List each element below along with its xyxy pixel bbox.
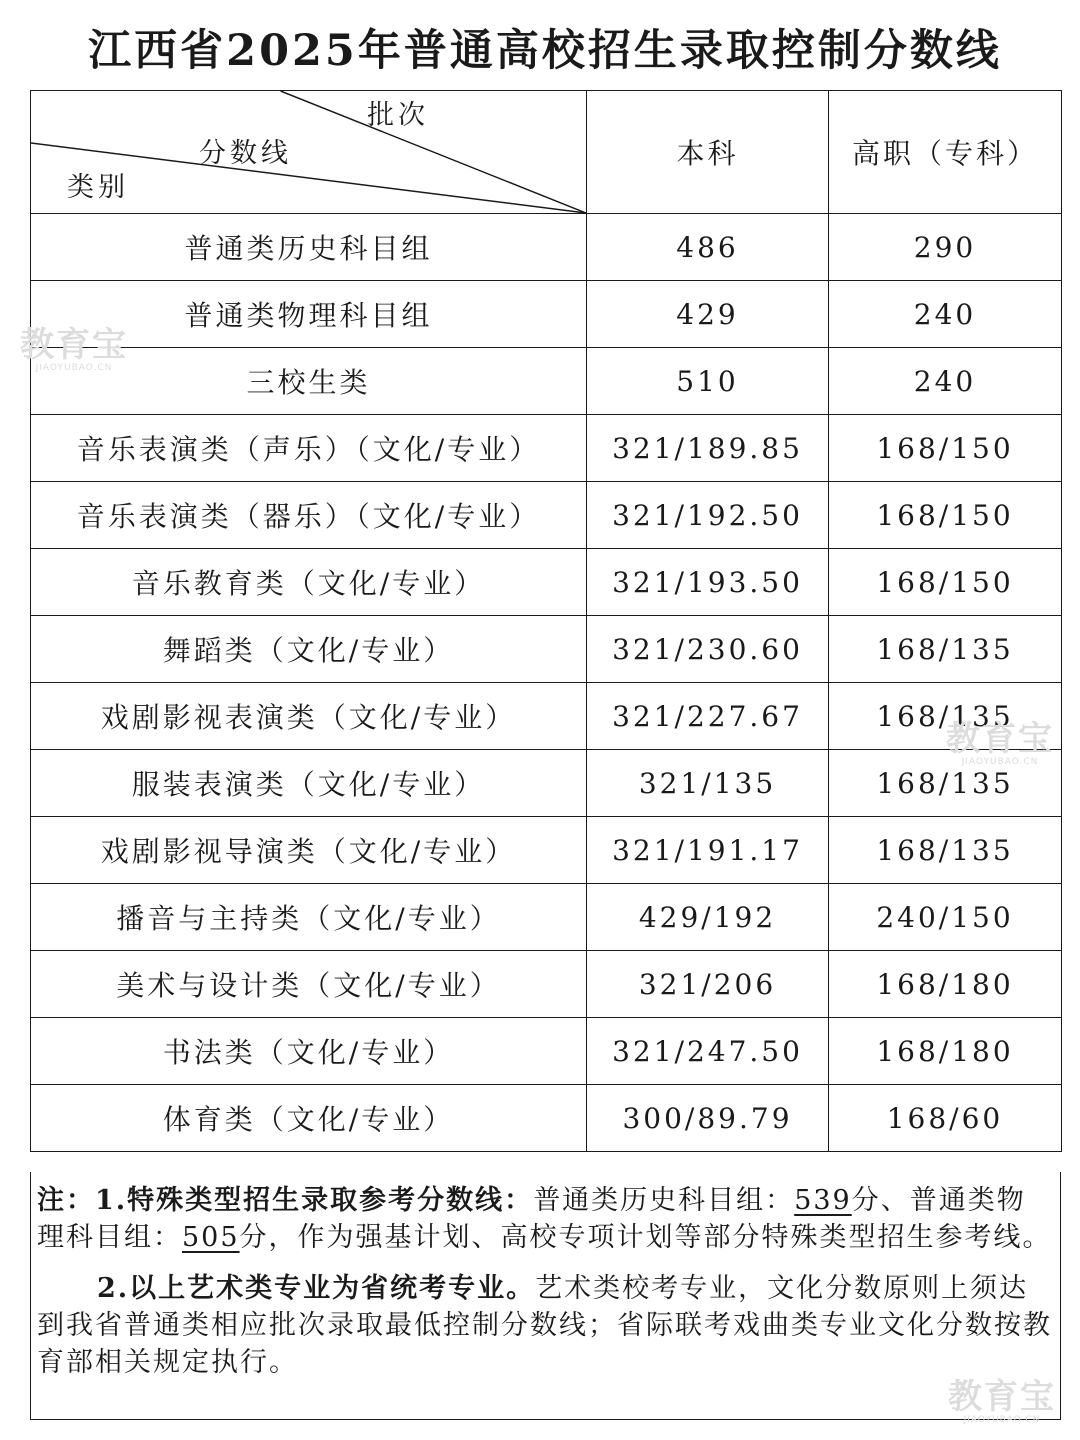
table-row <box>31 281 1062 348</box>
table-row <box>31 616 1062 683</box>
note-2-bold: 2.以上艺术类专业为省统考专业。 <box>97 1273 536 1304</box>
page-title: 江西省2025年普通高校招生录取控制分数线 <box>88 26 1002 76</box>
watermark-url: JIAOYUBAO.CN <box>961 757 1039 767</box>
category-cell: 书法类（文化/专业） <box>31 1018 587 1085</box>
benke-score-cell: 321/227.67 <box>587 683 829 750</box>
score-table <box>30 90 1062 1152</box>
benke-score-cell: 510 <box>587 348 829 415</box>
header-category-label: 类别 <box>67 172 129 203</box>
category-cell: 服装表演类（文化/专业） <box>31 750 587 817</box>
table-row <box>31 482 1062 549</box>
benke-score-cell: 321/189.85 <box>587 415 829 482</box>
watermark-url: JIAOYUBAO.CN <box>963 1415 1041 1425</box>
gaozhi-score-cell: 240 <box>829 281 1062 348</box>
note-1-history-score: 539 <box>794 1185 852 1216</box>
category-cell: 音乐表演类（器乐）（文化/专业） <box>31 482 587 549</box>
category-cell: 音乐教育类（文化/专业） <box>31 549 587 616</box>
header-score-line-label: 分数线 <box>199 138 292 169</box>
gaozhi-score-cell: 290 <box>829 214 1062 281</box>
table-row <box>31 214 1062 281</box>
benke-score-cell: 321/247.50 <box>587 1018 829 1085</box>
watermark-name: 教育宝 <box>20 325 128 365</box>
gaozhi-score-cell: 240/150 <box>829 884 1062 951</box>
benke-score-cell: 300/89.79 <box>587 1085 829 1152</box>
gaozhi-score-cell: 168/135 <box>829 817 1062 884</box>
note-1-physics-score: 505 <box>182 1222 240 1253</box>
benke-score-cell: 321/206 <box>587 951 829 1018</box>
category-cell: 戏剧影视导演类（文化/专业） <box>31 817 587 884</box>
category-cell: 音乐表演类（声乐）（文化/专业） <box>31 415 587 482</box>
watermark-logo <box>20 325 128 373</box>
table-row <box>31 683 1062 750</box>
diagonal-header-cell <box>31 91 587 214</box>
note-2 <box>37 1270 1054 1381</box>
table-row <box>31 1018 1062 1085</box>
note-2-text: 艺术类校考专业，文化分数原则上须达到我省普通类相应批次录取最低控制分数线；省际联考戏曲类专业文化分数按教育部相关规定执行。 <box>37 1273 1052 1378</box>
header-batch-label: 批次 <box>367 100 429 131</box>
note-1-text-a: 普通类历史科目组： <box>533 1185 795 1216</box>
watermark-logo <box>948 1377 1056 1425</box>
benke-score-cell: 429/192 <box>587 884 829 951</box>
header-gaozhi: 高职（专科） <box>829 91 1062 214</box>
gaozhi-score-cell: 168/150 <box>829 415 1062 482</box>
table-row <box>31 549 1062 616</box>
benke-score-cell: 321/192.50 <box>587 482 829 549</box>
gaozhi-score-cell: 168/150 <box>829 549 1062 616</box>
note-1 <box>37 1182 1054 1256</box>
watermark-logo <box>946 719 1054 767</box>
gaozhi-score-cell: 168/150 <box>829 482 1062 549</box>
table-row <box>31 817 1062 884</box>
gaozhi-score-cell: 168/180 <box>829 1018 1062 1085</box>
category-cell: 普通类历史科目组 <box>31 214 587 281</box>
category-cell: 播音与主持类（文化/专业） <box>31 884 587 951</box>
table-row <box>31 884 1062 951</box>
notes-section <box>30 1172 1061 1420</box>
table-row <box>31 415 1062 482</box>
category-cell: 美术与设计类（文化/专业） <box>31 951 587 1018</box>
gaozhi-score-cell: 168/135 <box>829 683 1062 750</box>
table-header-row <box>31 91 1062 214</box>
benke-score-cell: 429 <box>587 281 829 348</box>
table-row <box>31 1085 1062 1152</box>
gaozhi-score-cell: 240 <box>829 348 1062 415</box>
gaozhi-score-cell: 168/135 <box>829 750 1062 817</box>
watermark-name: 教育宝 <box>946 719 1054 759</box>
note-1-text-c: 分，作为强基计划、高校专项计划等部分特殊类型招生参考线。 <box>239 1222 1052 1253</box>
table-row <box>31 750 1062 817</box>
benke-score-cell: 321/230.60 <box>587 616 829 683</box>
gaozhi-score-cell: 168/135 <box>829 616 1062 683</box>
benke-score-cell: 321/193.50 <box>587 549 829 616</box>
table-row <box>31 348 1062 415</box>
benke-score-cell: 321/135 <box>587 750 829 817</box>
watermark-name: 教育宝 <box>948 1377 1056 1417</box>
note-1-text-b: 分、普通类物理科目组： <box>37 1185 1026 1253</box>
gaozhi-score-cell: 168/60 <box>829 1085 1062 1152</box>
gaozhi-score-cell: 168/180 <box>829 951 1062 1018</box>
header-benke: 本科 <box>587 91 829 214</box>
category-cell: 舞蹈类（文化/专业） <box>31 616 587 683</box>
category-cell: 三校生类 <box>31 348 587 415</box>
table-row <box>31 951 1062 1018</box>
watermark-url: JIAOYUBAO.CN <box>35 363 113 373</box>
benke-score-cell: 321/191.17 <box>587 817 829 884</box>
category-cell: 体育类（文化/专业） <box>31 1085 587 1152</box>
note-1-prefix: 注：1.特殊类型招生录取参考分数线： <box>37 1185 534 1216</box>
category-cell: 普通类物理科目组 <box>31 281 587 348</box>
benke-score-cell: 486 <box>587 214 829 281</box>
category-cell: 戏剧影视表演类（文化/专业） <box>31 683 587 750</box>
